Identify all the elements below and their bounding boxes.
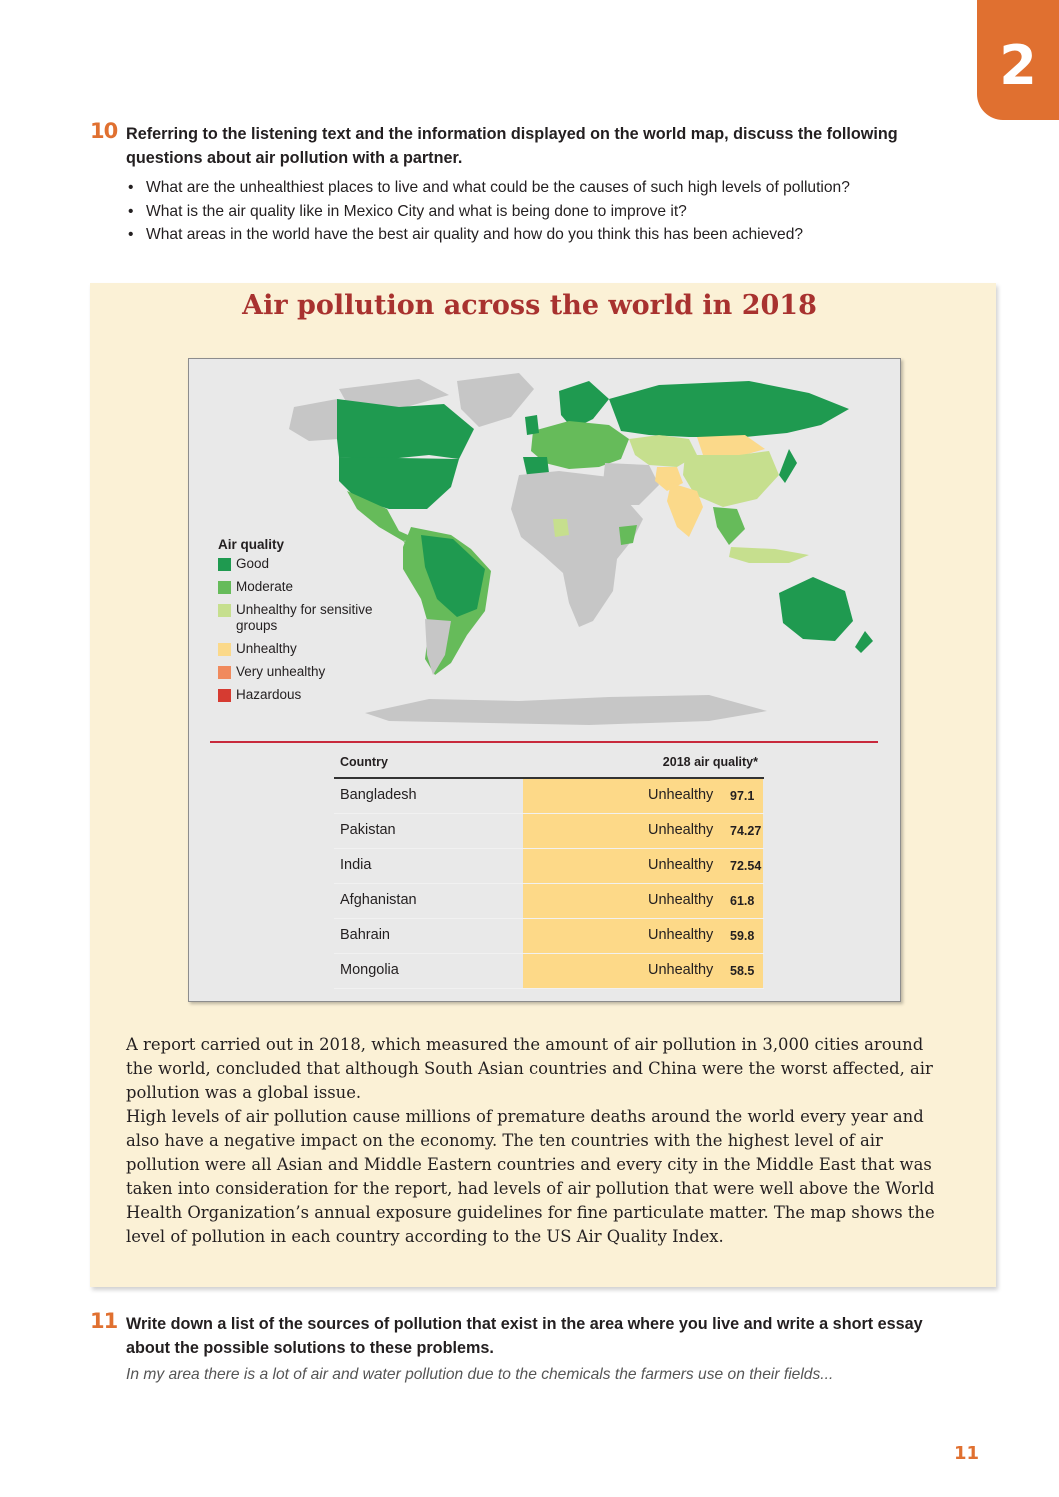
legend-item [218, 556, 386, 572]
table-row [334, 884, 764, 919]
russia [609, 381, 849, 437]
legend-swatch [218, 581, 231, 594]
se-asia [713, 507, 745, 545]
alaska [289, 399, 339, 441]
country-cell: India [340, 857, 372, 873]
legend-swatch [218, 604, 231, 617]
indonesia [729, 547, 809, 563]
quality-value: 74.27 [730, 824, 762, 838]
quality-value: 61.8 [730, 894, 755, 908]
canada [337, 399, 474, 459]
report-paragraph: A report carried out in 2018, which measured the amount of air pollution in 3,000 cities around the world, concluded that although South Asian countries and China were the worst affected, air pollution was a global issue. [126, 1035, 933, 1102]
exercise-number: 11 [90, 1309, 118, 1333]
quality-label: Unhealthy [648, 857, 714, 873]
legend-swatch [218, 689, 231, 702]
legend-label: Unhealthy [236, 641, 297, 656]
legend-item [218, 664, 386, 680]
exercise-10 [90, 119, 970, 247]
west-africa [553, 519, 569, 537]
quality-cell [523, 919, 763, 953]
question-item: • What is the air quality like in Mexico City and what is being done to improve it? [126, 200, 970, 224]
legend-swatch [218, 558, 231, 571]
legend-item [218, 579, 386, 595]
exercise-prompt: Referring to the listening text and the information displayed on the world map, discuss the following questions about air pollution with a partner. [126, 125, 898, 167]
legend-label: Good [236, 556, 270, 571]
legend-item [218, 602, 386, 634]
quality-cell [523, 954, 763, 988]
column-header-quality: 2018 air quality* [662, 755, 758, 769]
example-sentence: In my area there is a lot of air and water pollution due to the chemicals the farmers use on their fields... [126, 1366, 834, 1383]
quality-cell [523, 849, 763, 883]
country-cell: Pakistan [340, 822, 396, 838]
table-row [334, 814, 764, 849]
country-cell: Bangladesh [340, 787, 417, 803]
legend-label: Very unhealthy [236, 664, 326, 679]
quality-cell [523, 779, 763, 813]
quality-cell [523, 884, 763, 918]
table-row [334, 919, 764, 954]
iberia [523, 457, 549, 475]
country-cell: Afghanistan [340, 892, 417, 908]
country-cell: Mongolia [340, 962, 399, 978]
quality-label: Unhealthy [648, 892, 714, 908]
uk [525, 415, 539, 435]
legend-swatch [218, 666, 231, 679]
legend-label: Hazardous [236, 687, 302, 702]
antarctica [365, 695, 767, 725]
table-header [334, 753, 764, 779]
quality-value: 97.1 [730, 789, 755, 803]
quality-cell [523, 814, 763, 848]
report-paragraph: High levels of air pollution cause millions of premature deaths around the world every year and also have a negative impact on the economy. The ten countries with the highest level of air pollution were all Asian and Middle Eastern countries and every city in the Middle East that was taken into consideration for the report, had levels of air pollution that were well above the World Health Organization’s annual exposure guidelines for fine particulate matter. The map shows the level of pollution in each country according to the US Air Quality Index. [126, 1107, 935, 1246]
quality-label: Unhealthy [648, 927, 714, 943]
quality-label: Unhealthy [648, 962, 714, 978]
legend-item [218, 687, 386, 703]
page-number: 11 [954, 1443, 980, 1464]
air-quality-table [334, 753, 764, 989]
map-figure [188, 358, 901, 1002]
legend-label: Unhealthy for sensitive groups [236, 602, 373, 633]
quality-label: Unhealthy [648, 787, 714, 803]
question-item: • What are the unhealthiest places to live and what could be the causes of such high levels of pollution? [126, 176, 970, 200]
column-header-country: Country [340, 755, 388, 769]
quality-value: 58.5 [730, 964, 755, 978]
east-africa [619, 525, 637, 545]
exercise-number: 10 [90, 119, 118, 143]
table-row [334, 849, 764, 884]
table-row [334, 779, 764, 814]
divider-line [210, 741, 878, 743]
chapter-tab: 2 [977, 0, 1059, 120]
quality-value: 72.54 [730, 859, 762, 873]
legend-title: Air quality [218, 537, 285, 552]
report-text [126, 1033, 946, 1249]
japan [779, 449, 797, 483]
legend-label: Moderate [236, 579, 294, 594]
question-list [126, 176, 970, 247]
table-row [334, 954, 764, 989]
legend-swatch [218, 643, 231, 656]
map-legend [218, 537, 386, 710]
new-zealand [855, 631, 873, 653]
quality-value: 59.8 [730, 929, 755, 943]
country-cell: Bahrain [340, 927, 390, 943]
exercise-prompt: Write down a list of the sources of pollution that exist in the area where you live and write a short essay about the possible solutions to these problems. [126, 1315, 923, 1357]
question-item: • What areas in the world have the best air quality and how do you think this has been achieved? [126, 223, 970, 247]
quality-label: Unhealthy [648, 822, 714, 838]
figure-title: Air pollution across the world in 2018 [242, 290, 817, 321]
greenland [457, 373, 534, 427]
exercise-11 [90, 1309, 970, 1384]
australia [779, 577, 853, 641]
legend-item [218, 641, 386, 657]
